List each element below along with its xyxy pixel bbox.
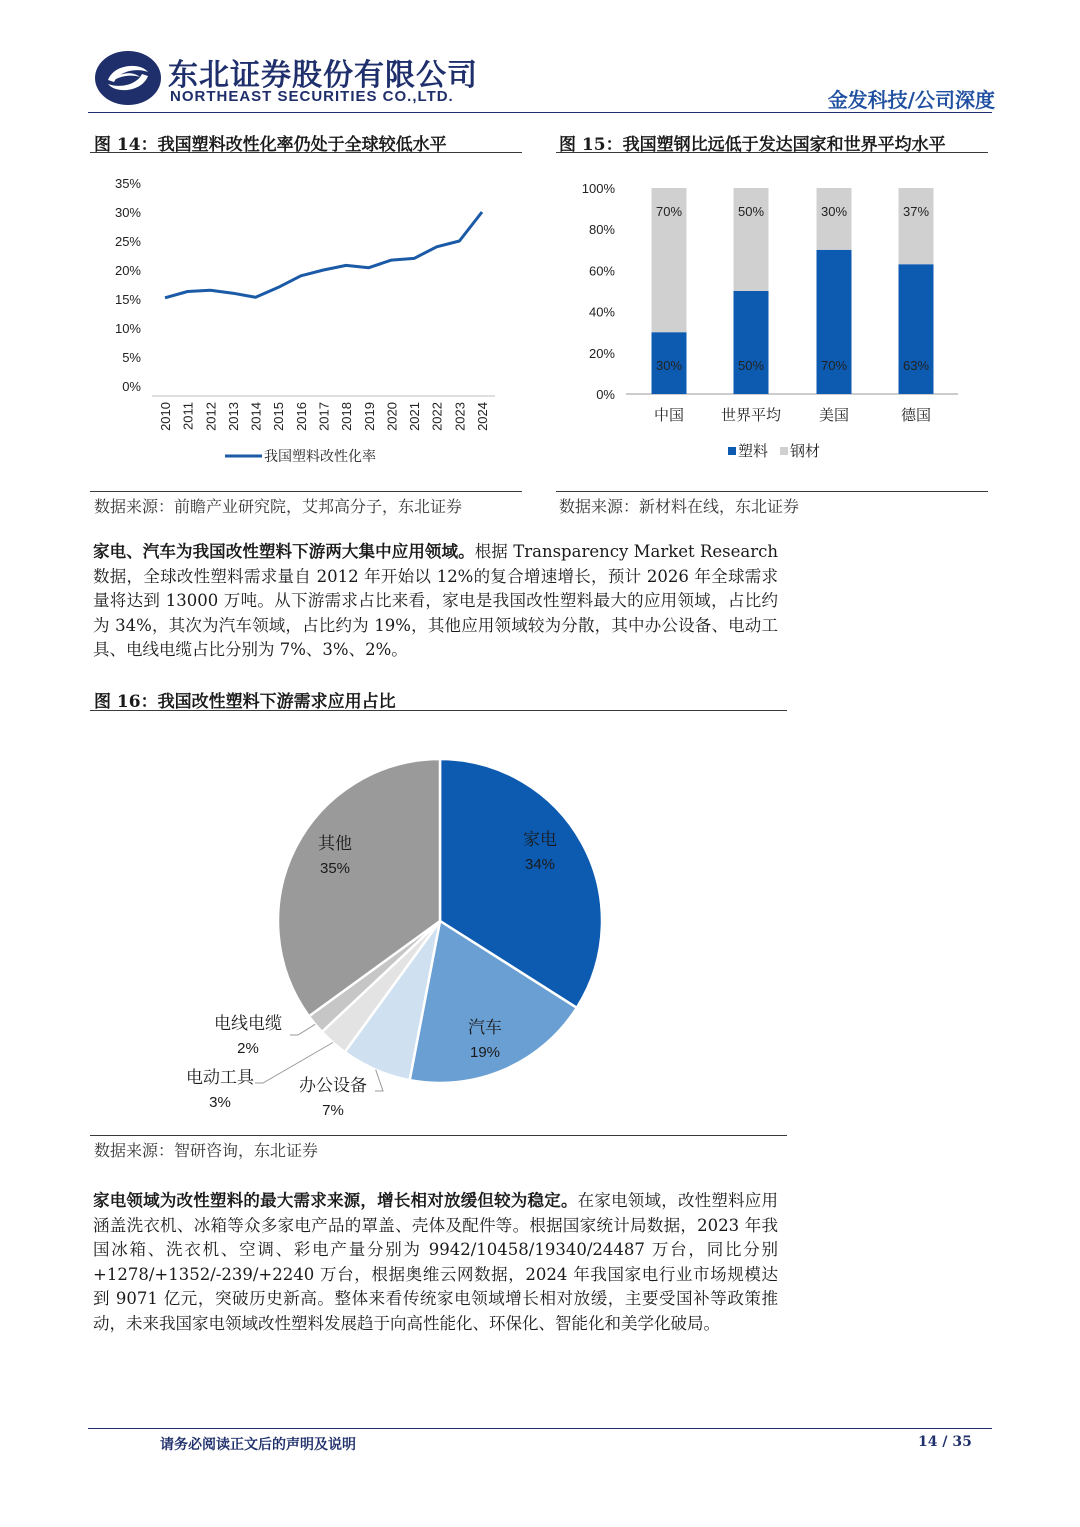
fig14-x-tick-label: 2024 xyxy=(475,402,490,431)
fig14-x-tick-label: 2013 xyxy=(225,402,241,431)
fig15-bar-data-label: 30% xyxy=(655,358,683,373)
fig15-bar-steel xyxy=(899,188,934,264)
fig15-y-tick-label: 20% xyxy=(588,345,615,361)
fig16-leader-line xyxy=(290,1024,315,1035)
header-rule xyxy=(88,112,992,113)
paragraph-1 xyxy=(93,540,778,663)
fig15-bar-data-label: 63% xyxy=(902,358,930,373)
paragraph-2-lead: 家电领域为改性塑料的最大需求来源，增长相对放缓但较为稳定。 xyxy=(93,1191,578,1210)
fig14-title-rule xyxy=(90,152,522,153)
fig15-legend-swatch xyxy=(728,447,736,455)
fig14-x-tick-label: 2017 xyxy=(316,402,332,431)
fig14-x-tick-label: 2021 xyxy=(407,402,423,431)
fig16-slice-value: 34% xyxy=(524,856,556,873)
fig15-bar-data-label: 50% xyxy=(737,204,765,219)
company-name-cn: 东北证券股份有限公司 xyxy=(168,58,478,93)
logo-emblem-icon xyxy=(94,50,162,106)
fig14-x-tick-label: 2016 xyxy=(293,402,309,431)
fig14-y-tick-label: 0% xyxy=(122,379,141,394)
fig15-category-label: 中国 xyxy=(653,407,685,424)
fig14-x-tick-label: 2018 xyxy=(339,402,355,431)
paragraph-2 xyxy=(93,1189,778,1337)
paragraph-2-text: 在家电领域，改性塑料应用涵盖洗衣机、冰箱等众多家电产品的罩盖、壳体及配件等。根据国家统计局数据，2023 年我国冰箱、洗衣机、空调、彩电产量分别为 9942/10458/19340/24487 万台，同比分别+1278/+1352/-239/+2240 万台，根据奥维云网数据，2024 年我国家电行业市场规模达到 9071 亿元，突破历史新高。整体来看传统家电领域增长相对放缓，主要受国补等政策推动，未来我国家电领域改性塑料发展趋于向高性能化、环保化、智能化和美学化破局。 xyxy=(93,1191,779,1333)
paragraph-1-text: 根据 Transparency Market Research 数据，全球改性塑料需求量自 2012 年开始以 12%的复合增速增长，预计 2026 年全球需求量将达到 13000 万吨。从下游需求占比来看，家电是我国改性塑料最大的应用领域，占比约为 34%，其次为汽车领域，占比约为 19%，其他应用领域较为分散，其中办公设备、电动工具、电线电缆占比分别为 7%、3%、2%。 xyxy=(93,542,779,660)
fig14-x-tick-label: 2012 xyxy=(203,402,219,431)
fig16-slice-value: 2% xyxy=(237,1040,259,1057)
fig15-bar-data-label: 37% xyxy=(902,204,930,219)
fig15-category-label: 德国 xyxy=(900,407,932,424)
fig14-y-tick-label: 5% xyxy=(122,350,141,365)
fig14-y-tick-label: 30% xyxy=(114,205,141,220)
fig16-slice-value: 35% xyxy=(319,860,351,877)
fig16-slice-value: 19% xyxy=(469,1044,501,1061)
fig16-slice-name: 其他 xyxy=(318,834,352,853)
fig15-stacked-bar-chart xyxy=(556,160,988,480)
fig14-series-line xyxy=(165,212,482,298)
fig15-legend-label: 钢材 xyxy=(790,443,821,460)
fig15-source-rule xyxy=(556,491,988,492)
fig16-title: 图 16：我国改性塑料下游需求应用占比 xyxy=(94,692,396,712)
fig14-source: 数据来源：前瞻产业研究院，艾邦高分子，东北证券 xyxy=(94,497,463,516)
fig14-y-tick-label: 35% xyxy=(114,176,141,191)
fig15-category-label: 世界平均 xyxy=(720,407,782,424)
fig15-bar-data-label: 70% xyxy=(820,358,848,373)
footer-rule xyxy=(88,1428,992,1429)
fig14-line-chart xyxy=(90,160,530,480)
fig16-source: 数据来源：智研咨询，东北证券 xyxy=(94,1141,319,1160)
fig14-y-tick-label: 10% xyxy=(114,321,141,336)
fig16-slice-name: 家电 xyxy=(523,830,557,849)
fig14-y-tick-label: 20% xyxy=(114,263,141,278)
fig16-slice-name: 电线电缆 xyxy=(214,1014,282,1033)
fig14-title: 图 14：我国塑料改性化率仍处于全球较低水平 xyxy=(94,135,447,155)
fig16-slice-value: 3% xyxy=(209,1094,231,1111)
fig15-title: 图 15：我国塑钢比远低于发达国家和世界平均水平 xyxy=(559,135,946,155)
fig15-y-tick-label: 100% xyxy=(581,181,615,196)
fig14-x-tick-label: 2023 xyxy=(452,402,468,431)
fig15-y-tick-label: 80% xyxy=(588,222,615,238)
fig15-y-tick-label: 60% xyxy=(588,263,615,279)
fig15-bar-plastic xyxy=(899,264,934,394)
company-logo xyxy=(94,50,162,106)
fig14-source-rule xyxy=(90,491,522,492)
fig16-slice-value: 7% xyxy=(322,1102,344,1119)
fig14-y-tick-label: 25% xyxy=(114,234,141,249)
fig15-legend-label: 塑料 xyxy=(738,443,769,460)
fig16-title-rule xyxy=(90,710,787,711)
fig15-category-label: 美国 xyxy=(818,407,850,424)
report-title: 金发科技/公司深度 xyxy=(827,88,995,112)
fig15-title-rule xyxy=(556,152,988,153)
footer-notice: 请务必阅读正文后的声明及说明 xyxy=(160,1437,356,1453)
fig14-x-tick-label: 2022 xyxy=(429,402,445,431)
fig14-x-tick-label: 2010 xyxy=(158,402,173,431)
fig15-legend-swatch xyxy=(780,447,788,455)
fig14-x-tick-label: 2019 xyxy=(361,402,377,431)
fig14-x-tick-label: 2020 xyxy=(384,402,400,431)
fig15-bar-plastic xyxy=(734,291,769,394)
fig15-y-tick-label: 0% xyxy=(596,387,615,402)
fig15-bar-data-label: 30% xyxy=(820,204,848,219)
fig15-y-tick-label: 40% xyxy=(588,304,615,320)
fig15-bar-data-label: 50% xyxy=(737,358,765,373)
page-number: 14 / 35 xyxy=(918,1434,972,1450)
fig14-x-tick-label: 2011 xyxy=(180,402,196,430)
fig16-pie-chart xyxy=(90,715,787,1130)
fig15-source: 数据来源：新材料在线，东北证券 xyxy=(559,497,800,516)
company-name-en: NORTHEAST SECURITIES CO.,LTD. xyxy=(170,88,454,105)
fig15-bar-data-label: 70% xyxy=(655,204,683,219)
fig14-x-tick-label: 2015 xyxy=(271,402,287,431)
fig16-slice-name: 汽车 xyxy=(468,1018,502,1037)
fig14-x-tick-label: 2014 xyxy=(248,402,264,431)
paragraph-1-lead: 家电、汽车为我国改性塑料下游两大集中应用领域。 xyxy=(93,542,475,561)
fig16-slice-name: 电动工具 xyxy=(186,1068,254,1087)
fig14-y-tick-label: 15% xyxy=(114,292,141,307)
fig14-legend-label: 我国塑料改性化率 xyxy=(264,448,376,464)
fig16-source-rule xyxy=(90,1135,787,1136)
fig16-slice-name: 办公设备 xyxy=(299,1076,367,1095)
